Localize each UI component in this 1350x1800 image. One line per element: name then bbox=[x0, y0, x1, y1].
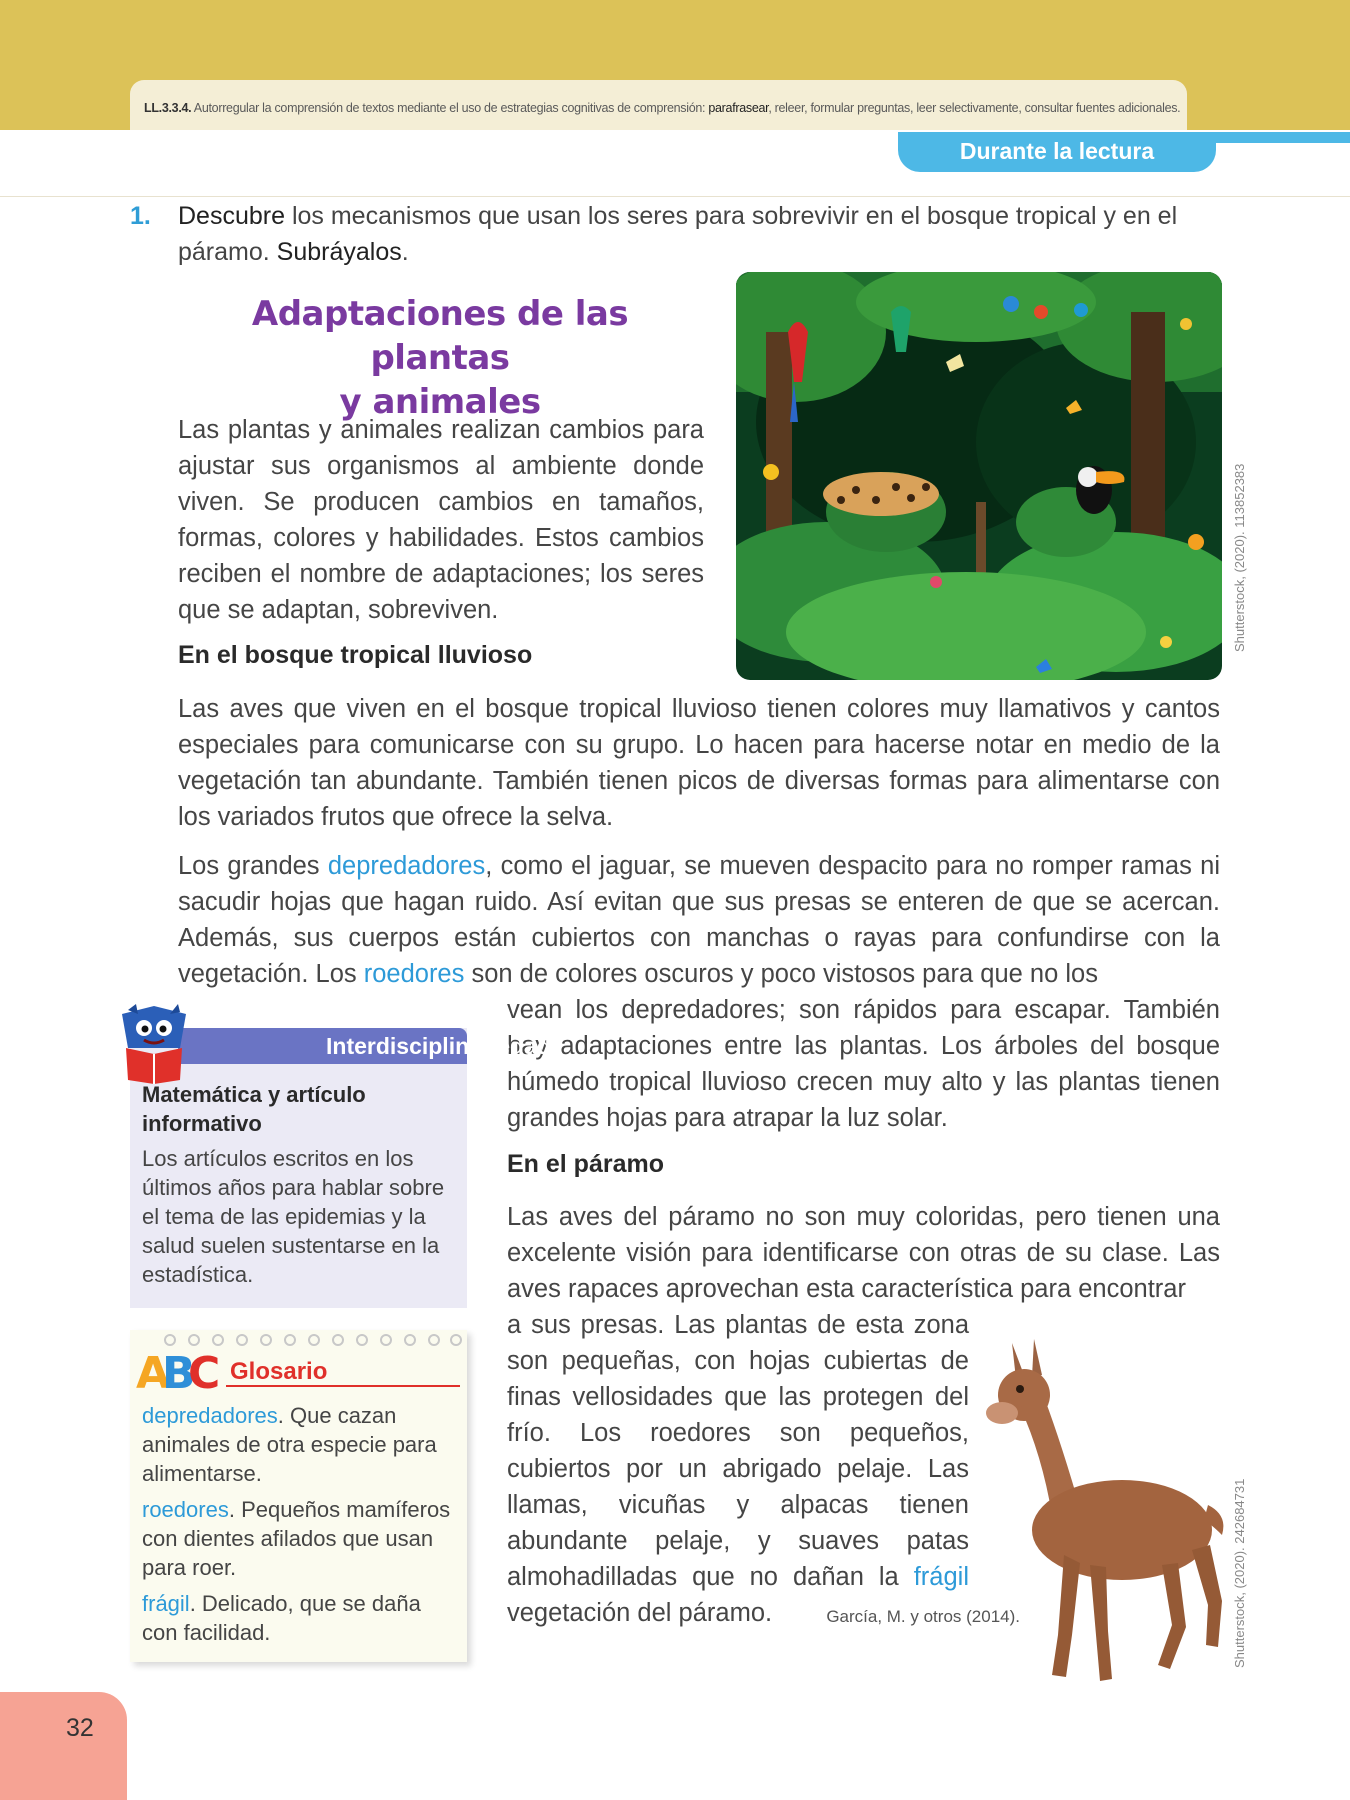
svg-text:A: A bbox=[136, 1348, 171, 1396]
llama-credit: Shutterstock, (2020). 242684731 bbox=[1232, 1478, 1247, 1668]
keyword-fragil: frágil bbox=[913, 1563, 969, 1591]
tropical-paragraph-3: vean los depredadores; son rápidos para escapar. También hay adaptaciones entre las plantas. Los árboles del bosque húmedo tropical lluvioso crecen muy alto y las plantas tienen grandes hojas para atrapar la luz solar. bbox=[507, 996, 1220, 1132]
svg-text:B: B bbox=[162, 1348, 196, 1396]
interdisciplinary-label: Interdisciplinariedad bbox=[326, 1033, 551, 1059]
skill-highlight: parafrasear bbox=[708, 101, 769, 115]
skill-text-a: Autorregular la comprensión de textos mediante el uso de estrategias cognitivas de comprensión: bbox=[191, 101, 709, 115]
keyword-depredadores: depredadores bbox=[327, 852, 486, 880]
divider bbox=[0, 196, 1350, 197]
llama-illustration bbox=[972, 1335, 1228, 1690]
interdisciplinary-title: Matemática y artículo informativo bbox=[142, 1082, 366, 1136]
jungle-illustration bbox=[736, 272, 1222, 680]
instruction bbox=[130, 198, 1220, 270]
title-line-1: Adaptaciones de las plantas bbox=[251, 294, 629, 378]
tropical-paragraph-1: Las aves que viven en el bosque tropical lluvioso tienen colores muy llamativos y cantos especiales para comunicarse con su grupo. Lo hacen para hacerse notar en medio de la vegetación tan abundante. También tienen picos de diversas formas para alimentarse con los variados frutos que ofrece la selva. bbox=[178, 695, 1220, 831]
paramo-paragraph-1: Las aves del páramo no son muy coloridas, pero tienen una excelente visión para identificarse con otras de su clase. Las aves rapaces aprovechan esta característica para encontrar bbox=[507, 1203, 1220, 1303]
paramo-paragraph-2: a sus presas. Las plantas de esta zona son pequeñas, con hojas cubiertas de finas vellosidades que las protegen del frío. Los roedores son pequeños, cubiertos por un abrigado pelaje. Las llamas, vicuñas y alpacas tienen abundante pelaje, y suaves patas almohadilladas que no dañan la frágil vegetación del páramo. bbox=[507, 1311, 969, 1627]
citation: García, M. y otros (2014). bbox=[826, 1607, 1020, 1626]
page-number-tab bbox=[0, 1692, 127, 1800]
jungle-credit: Shutterstock, (2020). 113852383 bbox=[1232, 463, 1247, 652]
instruction-verb: Descubre bbox=[178, 202, 285, 230]
title-line-2: y animales bbox=[339, 382, 541, 422]
section-heading-paramo: En el páramo bbox=[507, 1150, 664, 1178]
glossary-box bbox=[130, 1330, 467, 1662]
svg-text:C: C bbox=[188, 1348, 221, 1396]
interdisciplinary-text: Los artículos escritos en los últimos años para hablar sobre el tema de las epidemias y la salud suelen sustentarse en la estadística. bbox=[142, 1146, 445, 1287]
abc-icon bbox=[136, 1346, 226, 1396]
article-title bbox=[200, 292, 680, 424]
glossary-underline bbox=[226, 1385, 460, 1387]
page-number: 32 bbox=[66, 1714, 94, 1742]
skill-indicator bbox=[130, 80, 1187, 130]
phase-tab: Durante la lectura bbox=[898, 132, 1216, 172]
intro-paragraph: Las plantas y animales realizan cambios para ajustar sus organismos al ambiente donde viven. Se producen cambios en tamaños, formas, colores y habilidades. Estos cambios reciben el nombre de adaptaciones; los seres que se adaptan, sobreviven. bbox=[178, 416, 704, 624]
keyword-roedores: roedores bbox=[363, 960, 465, 988]
glossary-item: depredadores. Que cazan animales de otra especie para alimentarse. bbox=[142, 1403, 437, 1486]
instruction-text: los mecanismos que usan los seres para sobrevivir en el bosque tropical y en el páramo. bbox=[178, 202, 1178, 266]
phase-line bbox=[1210, 132, 1350, 143]
glossary-item: frágil. Delicado, que se daña con facilidad. bbox=[142, 1591, 421, 1645]
glossary-label: Glosario bbox=[230, 1358, 328, 1385]
instruction-number: 1. bbox=[130, 202, 151, 230]
instruction-action: Subráyalos bbox=[276, 238, 402, 266]
interdisciplinary-header bbox=[178, 1028, 551, 1064]
glossary-item: roedores. Pequeños mamíferos con dientes afilados que usan para roer. bbox=[142, 1497, 451, 1580]
tropical-paragraph-2: Los grandes depredadores, como el jaguar, se mueven despacito para no romper ramas ni sacudir hojas que hagan ruido. Así evitan que sus presas se enteren de que se acercan. Además, sus cuerpos están cubiertos con manchas o rayas para confundirse con la vegetación. Los roedores son de colores oscuros y poco vistosos para que no los bbox=[178, 852, 1220, 988]
book-mascot-icon bbox=[114, 1004, 194, 1084]
jungle-image bbox=[736, 272, 1222, 680]
skill-code: LL.3.3.4. bbox=[144, 101, 192, 115]
section-heading-tropical: En el bosque tropical lluvioso bbox=[178, 641, 533, 669]
skill-text-b: , releer, formular preguntas, leer selectivamente, consultar fuentes adicionales. bbox=[768, 101, 1181, 115]
instruction-end: . bbox=[401, 238, 409, 266]
